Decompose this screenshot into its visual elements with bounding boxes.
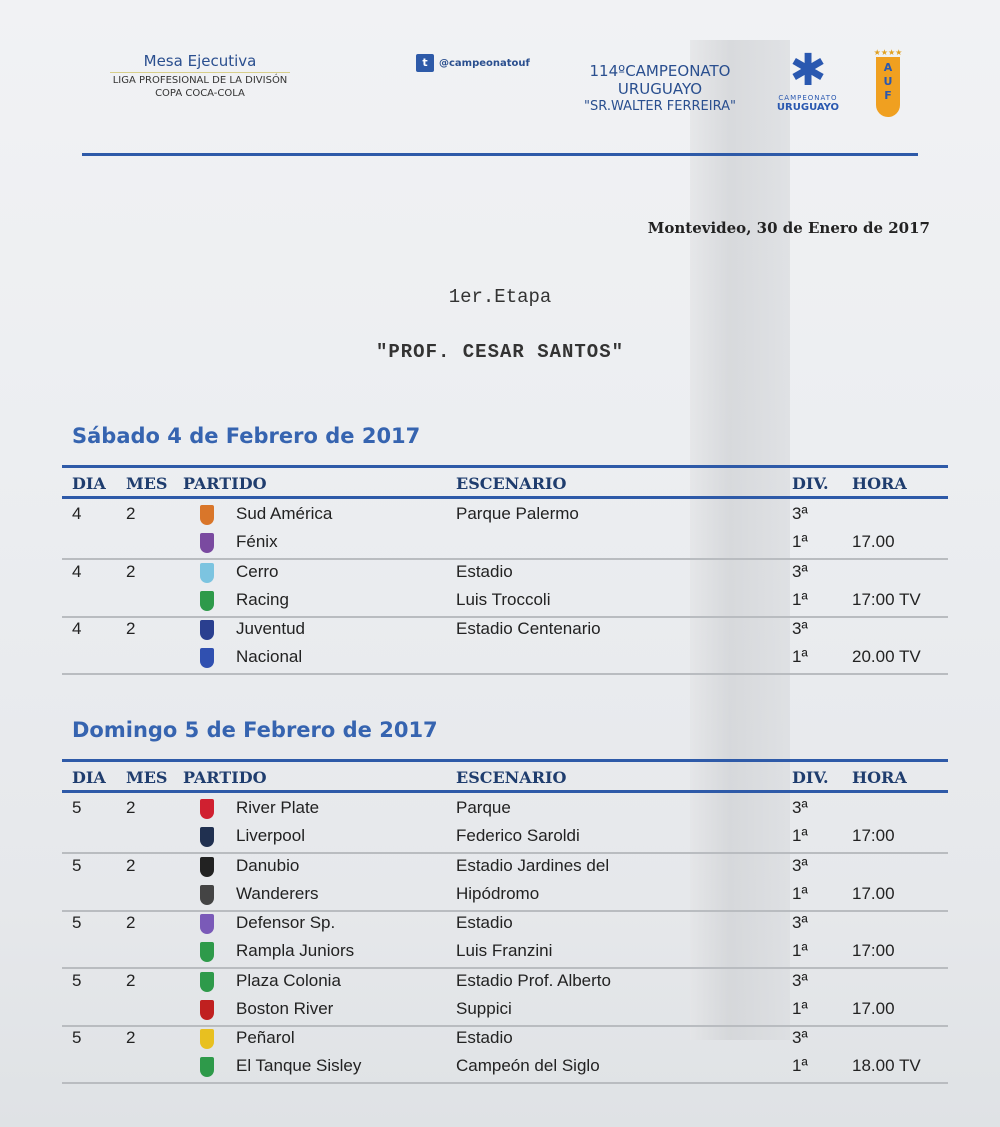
division-away: 1ª xyxy=(792,1056,808,1075)
venue-line1: Estadio Jardines del xyxy=(456,855,610,875)
match-time: 17.00 xyxy=(852,883,895,903)
home-team: Defensor Sp. xyxy=(236,913,336,932)
table-header-rule xyxy=(62,496,948,499)
match-day: 5 xyxy=(72,855,82,875)
team-crest-icon xyxy=(200,827,214,847)
match-time: 17.00 xyxy=(852,998,895,1018)
away-team: Rampla Juniors xyxy=(236,941,355,960)
match-month: 2 xyxy=(126,855,136,875)
logo-bottom: URUGUAYO xyxy=(776,102,840,113)
division-away: 1ª xyxy=(792,647,808,666)
match-month: 2 xyxy=(126,619,136,638)
away-team: El Tanque Sisley xyxy=(236,1056,362,1075)
away-team: Wanderers xyxy=(236,883,319,903)
column-header: DIA xyxy=(72,768,106,787)
match-time: 18.00 TV xyxy=(852,1056,921,1075)
column-header: ESCENARIO xyxy=(456,474,567,493)
team-crest-icon xyxy=(200,885,214,905)
team-crest-icon xyxy=(200,799,214,819)
venue-line2: Campeón del Siglo xyxy=(456,1056,600,1075)
stars-icon: ★★★★ xyxy=(873,48,903,57)
match-day: 4 xyxy=(72,561,82,581)
division-away: 1ª xyxy=(792,589,808,609)
table-top-rule xyxy=(62,465,948,468)
table-header-rule xyxy=(62,790,948,793)
column-header: HORA xyxy=(852,474,907,493)
row-divider xyxy=(62,910,948,912)
match-day: 5 xyxy=(72,798,82,817)
match-time: 17:00 xyxy=(852,941,895,960)
twitter-icon: t xyxy=(416,54,434,72)
auf-letters: AUF xyxy=(883,61,893,102)
match-month: 2 xyxy=(126,798,136,817)
venue-line1: Estadio Centenario xyxy=(456,619,601,638)
match-day: 5 xyxy=(72,970,82,990)
star-icon: ✱ xyxy=(789,45,827,96)
column-header: ESCENARIO xyxy=(456,768,567,787)
column-header: PARTIDO xyxy=(183,474,267,493)
venue-line1: Estadio xyxy=(456,561,513,581)
championship-title xyxy=(560,62,760,116)
team-crest-icon xyxy=(200,620,214,640)
column-header: PARTIDO xyxy=(183,768,267,787)
org-line2: COPA COCA-COLA xyxy=(155,88,245,99)
away-team: Fénix xyxy=(236,532,278,551)
home-team: Danubio xyxy=(236,855,300,875)
team-crest-icon xyxy=(200,563,214,583)
match-month: 2 xyxy=(126,913,136,932)
match-month: 2 xyxy=(126,970,136,990)
team-crest-icon xyxy=(200,857,214,877)
org-title: Mesa Ejecutiva xyxy=(143,52,257,70)
team-crest-icon xyxy=(200,533,214,553)
home-team: Cerro xyxy=(236,561,279,581)
team-crest-icon xyxy=(200,505,214,525)
division-home: 3ª xyxy=(792,855,808,875)
row-divider xyxy=(62,673,948,675)
division-away: 1ª xyxy=(792,941,808,960)
venue-line2: Suppici xyxy=(456,998,512,1018)
match-time: 20.00 TV xyxy=(852,647,921,666)
row-divider xyxy=(62,558,948,560)
division-home: 3ª xyxy=(792,970,808,990)
auf-shield xyxy=(876,57,900,117)
team-crest-icon xyxy=(200,1000,214,1020)
camp-line3: "SR.WALTER FERREIRA" xyxy=(584,99,736,114)
column-header: DIV. xyxy=(792,768,829,787)
venue-line2: Luis Troccoli xyxy=(456,589,551,609)
match-day: 5 xyxy=(72,1028,82,1047)
day-title: Domingo 5 de Febrero de 2017 xyxy=(72,718,438,742)
match-month: 2 xyxy=(126,561,136,581)
away-team: Boston River xyxy=(236,998,334,1018)
row-divider xyxy=(62,967,948,969)
stage: 1er.Etapa xyxy=(448,286,552,308)
twitter-text: @campeonatouf xyxy=(439,57,530,69)
camp-line1: 114ºCAMPEONATO xyxy=(589,62,731,80)
logo-top: CAMPEONATO xyxy=(778,94,838,102)
background-tower xyxy=(690,40,790,1040)
row-divider xyxy=(62,852,948,854)
division-home: 3ª xyxy=(792,619,808,638)
twitter-handle xyxy=(416,54,530,72)
org-block xyxy=(80,52,320,99)
division-away: 1ª xyxy=(792,998,808,1018)
venue-line2: Federico Saroldi xyxy=(456,826,580,845)
home-team: River Plate xyxy=(236,798,320,817)
row-divider xyxy=(62,1025,948,1027)
camp-line2: URUGUAYO xyxy=(617,80,703,98)
division-home: 3ª xyxy=(792,1028,808,1047)
column-header: HORA xyxy=(852,768,907,787)
venue-line2: Hipódromo xyxy=(456,883,540,903)
home-team: Plaza Colonia xyxy=(236,970,341,990)
division-home: 3ª xyxy=(792,798,808,817)
document-date: Montevideo, 30 de Enero de 2017 xyxy=(647,219,930,237)
team-crest-icon xyxy=(200,648,214,668)
match-day: 4 xyxy=(72,619,82,638)
away-team: Liverpool xyxy=(236,826,305,845)
auf-logo xyxy=(868,48,908,117)
column-header: MES xyxy=(126,474,168,493)
match-time: 17.00 xyxy=(852,532,895,551)
match-time: 17:00 xyxy=(852,826,895,845)
column-header: MES xyxy=(126,768,168,787)
campeonato-logo xyxy=(768,45,848,113)
team-crest-icon xyxy=(200,591,214,611)
venue-line1: Parque Palermo xyxy=(456,504,579,523)
home-team: Peñarol xyxy=(236,1028,295,1047)
match-day: 4 xyxy=(72,504,82,523)
divider xyxy=(110,72,290,73)
column-header: DIA xyxy=(72,474,106,493)
venue-line2: Luis Franzini xyxy=(456,941,553,960)
match-month: 2 xyxy=(126,1028,136,1047)
division-home: 3ª xyxy=(792,504,808,523)
away-team: Racing xyxy=(236,589,289,609)
division-home: 3ª xyxy=(792,913,808,932)
match-day: 5 xyxy=(72,913,82,932)
home-team: Sud América xyxy=(236,504,333,523)
team-crest-icon xyxy=(200,1057,214,1077)
row-divider xyxy=(62,616,948,618)
header-divider xyxy=(82,153,918,156)
team-crest-icon xyxy=(200,972,214,992)
away-team: Nacional xyxy=(236,647,303,666)
team-crest-icon xyxy=(200,942,214,962)
match-time: 17:00 TV xyxy=(852,589,921,609)
division-home: 3ª xyxy=(792,561,808,581)
venue-line1: Estadio Prof. Alberto xyxy=(456,970,611,990)
day-title: Sábado 4 de Febrero de 2017 xyxy=(72,424,421,448)
stage-name: "PROF. CESAR SANTOS" xyxy=(375,341,625,363)
division-away: 1ª xyxy=(792,532,808,551)
column-header: DIV. xyxy=(792,474,829,493)
row-divider xyxy=(62,1082,948,1084)
org-line1: LIGA PROFESIONAL DE LA DIVISÓN xyxy=(112,75,288,86)
division-away: 1ª xyxy=(792,883,808,903)
table-top-rule xyxy=(62,759,948,762)
venue-line1: Parque xyxy=(456,798,511,817)
home-team: Juventud xyxy=(236,619,305,638)
division-away: 1ª xyxy=(792,826,808,845)
venue-line1: Estadio xyxy=(456,1028,513,1047)
venue-line1: Estadio xyxy=(456,913,513,932)
match-month: 2 xyxy=(126,504,136,523)
team-crest-icon xyxy=(200,1029,214,1049)
team-crest-icon xyxy=(200,914,214,934)
